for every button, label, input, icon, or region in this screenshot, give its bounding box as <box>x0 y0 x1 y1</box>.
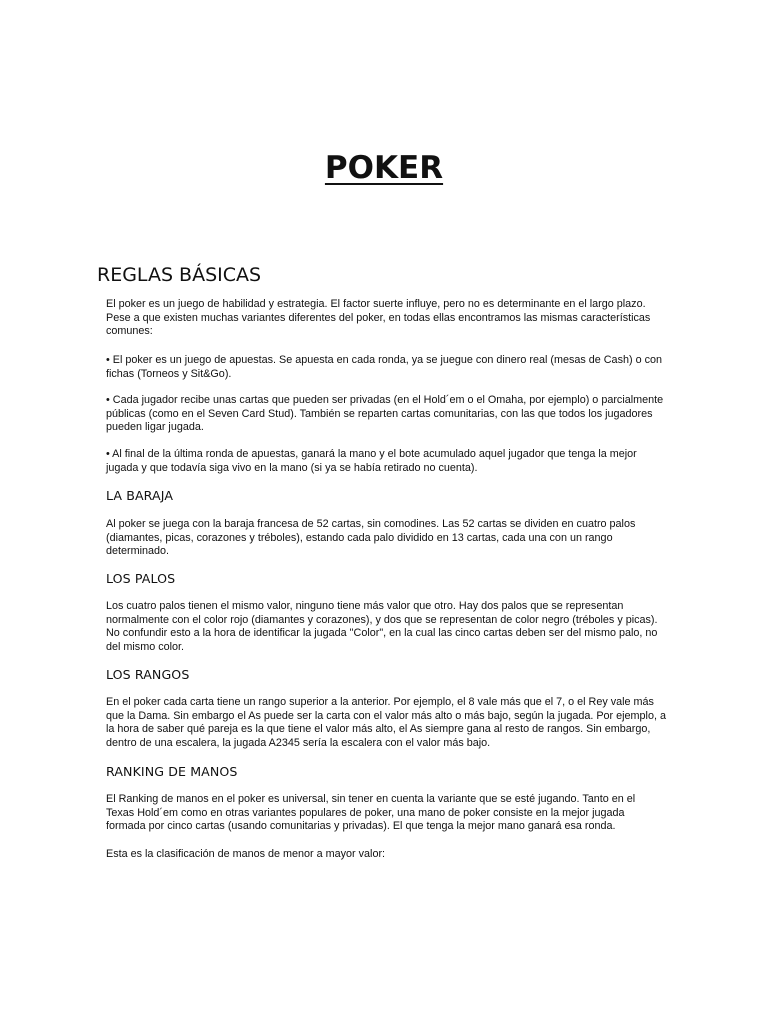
ranking-paragraph: El Ranking de manos en el poker es universal, sin tener en cuenta la variante que se esté jugando. Tanto en el Texas Hold´em como en otras variantes populares de poker, una mano de poker consiste en la mejor jugada formada por cinco cartas (usando comunitarias y privadas). El que tenga la mejor mano ganará esa ronda. <box>106 793 636 833</box>
heading-ranking-de-manos: RANKING DE MANOS <box>106 764 238 779</box>
bullet-cartas: • Cada jugador recibe unas cartas que pueden ser privadas (en el Hold´em o el Omaha, por ejemplo) o parcialmente públicas (como en el Seven Card Stud). También se reparten cartas comunitarias, con las que todos los jugadores pueden ligar jugada. <box>106 394 664 434</box>
intro-paragraph: El poker es un juego de habilidad y estrategia. El factor suerte influye, pero no es determinante en el largo plazo. Pese a que existen muchas variantes diferentes del poker, en todas ellas encontramos las mismas características comunes: <box>106 298 651 338</box>
baraja-paragraph: Al poker se juega con la baraja francesa de 52 cartas, sin comodines. Las 52 cartas se dividen en cuatro palos (diamantes, picas, corazones y tréboles), estando cada palo dividido en 13 cartas, cada una con un rango determinado. <box>106 518 636 558</box>
bullet-final: • Al final de la última ronda de apuestas, ganará la mano y el bote acumulado aquel jugador que tenga la mejor jugada y que todavía siga vivo en la mano (si ya se había retirado no cuenta). <box>106 448 637 474</box>
heading-los-palos: LOS PALOS <box>106 571 176 586</box>
bullet-apuestas: • El poker es un juego de apuestas. Se apuesta en cada ronda, ya se juegue con dinero real (mesas de Cash) o con fichas (Torneos y Sit&Go). <box>106 354 662 380</box>
ranking-closing: Esta es la clasificación de manos de menor a mayor valor: <box>106 848 386 860</box>
palos-paragraph: Los cuatro palos tienen el mismo valor, ninguno tiene más valor que otro. Hay dos palos que se representan normalmente con el color rojo (diamantes y corazones), y dos que se representan de color negro (tréboles y picas). No confundir esto a la hora de identificar la jugada "Color", en la cual las cinco cartas deben ser del mismo palo, no del mismo color. <box>106 600 658 653</box>
heading-reglas-basicas: REGLAS BÁSICAS <box>97 264 262 286</box>
document-title: POKER <box>324 150 444 186</box>
heading-la-baraja: LA BARAJA <box>106 488 174 503</box>
rangos-paragraph: En el poker cada carta tiene un rango superior a la anterior. Por ejemplo, el 8 vale más que el 7, o el Rey vale más que la Dama. Sin embargo el As puede ser la carta con el valor más alto o más bajo, según la jugada. Por ejemplo, a la hora de saber qué pareja es la que tiene el valor más alto, el As siempre gana al resto de rangos. Sin embargo, dentro de una escalera, la jugada A2345 sería la escalera con el valor más bajo. <box>106 696 666 749</box>
heading-los-rangos: LOS RANGOS <box>106 667 190 682</box>
